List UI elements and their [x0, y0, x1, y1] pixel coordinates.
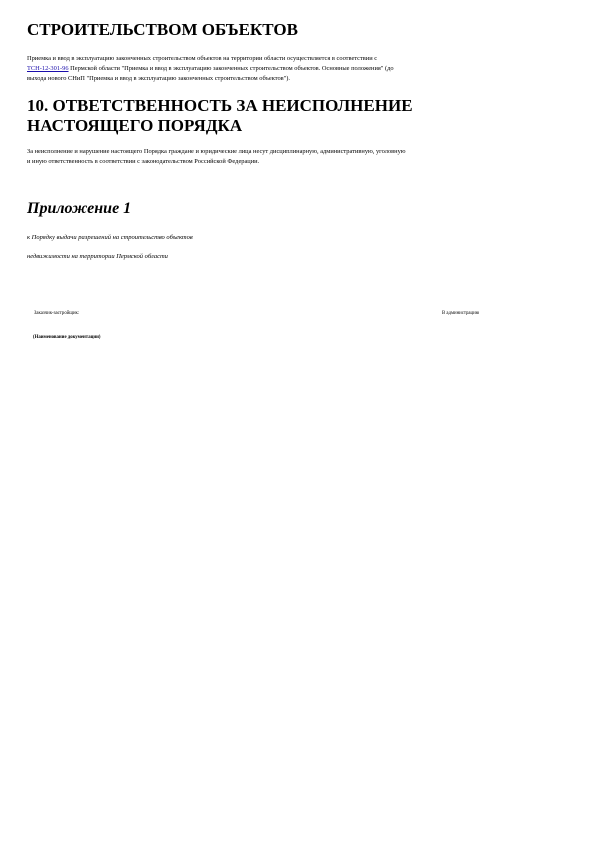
paragraph-responsibility: [27, 147, 572, 167]
paragraph-acceptance-line-3: выхода нового СНиП "Приемка и ввод в эксплуатацию законченных строительством объектов").: [27, 75, 290, 82]
appendix-subtitle-line-1: к Порядку выдачи разрешений на строительство объектов: [27, 234, 193, 241]
appendix-subtitle-line-2: недвижимости на территории Пермской области: [27, 253, 168, 260]
section-10-heading-line-2: НАСТОЯЩЕГО ПОРЯДКА: [27, 116, 243, 135]
paragraph-acceptance-line-2-text: Пермской области "Приемка и ввод в эксплуатацию законченных строительством объектов. Основные положения" (до: [68, 65, 394, 72]
form-administration-label: В администрацию: [442, 311, 480, 316]
tsn-link[interactable]: ТСН-12-301-96: [27, 65, 69, 72]
form-customer-label: Заказчик-застройщик:: [34, 311, 80, 316]
paragraph-acceptance-line-1: Приемка и ввод в эксплуатацию законченных строительством объектов на территории области осуществляется в соответствии с: [27, 55, 378, 62]
appendix-title: Приложение 1: [27, 200, 132, 217]
paragraph-responsibility-line-2: и иную ответственность в соответствии с законодательством Российской Федерации.: [27, 158, 260, 165]
paragraph-acceptance-line-2: [27, 64, 572, 74]
form-documentation-label: (Наименование документации): [33, 335, 101, 340]
section-10-heading-line-1: 10. ОТВЕТСТВЕННОСТЬ ЗА НЕИСПОЛНЕНИЕ: [27, 96, 413, 115]
section-10-heading: [27, 96, 413, 136]
paragraph-responsibility-line-1: За неисполнение и нарушение настоящего Порядка граждане и юридические лица несут дисциплинарную, административную, уголовную: [27, 148, 406, 155]
heading-construction-objects: СТРОИТЕЛЬСТВОМ ОБЪЕКТОВ: [27, 20, 298, 39]
paragraph-acceptance: [27, 54, 572, 84]
